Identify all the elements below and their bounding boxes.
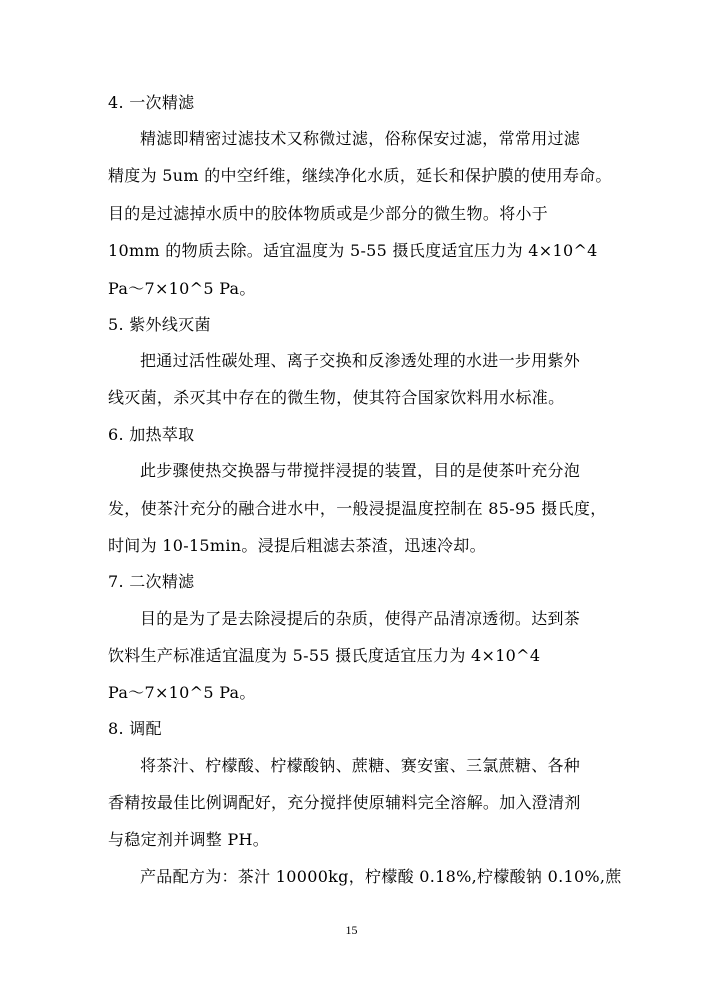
section-heading-6: 6. 加热萃取 <box>108 425 195 444</box>
paragraph-line: 香精按最佳比例调配好，充分搅拌使原辅料完全溶解。加入澄清剂 <box>108 793 581 812</box>
section-heading-7: 7. 二次精滤 <box>108 572 195 591</box>
paragraph-line: 饮料生产标准适宜温度为 5-55 摄氏度适宜压力为 4×10^4 <box>108 646 541 665</box>
paragraph-line: 与稳定剂并调整 PH。 <box>108 830 270 849</box>
paragraph-line: 目的是为了是去除浸提后的杂质，使得产品清凉透彻。达到茶 <box>140 609 581 628</box>
paragraph-line: Pa～7×10^5 Pa。 <box>108 683 256 702</box>
paragraph-line: 精滤即精密过滤技术又称微过滤，俗称保安过滤，常常用过滤 <box>140 129 581 148</box>
paragraph-line: 发，使茶汁充分的融合进水中，一般浸提温度控制在 85-95 摄氏度， <box>108 499 607 518</box>
paragraph-line: 将茶汁、柠檬酸、柠檬酸钠、蔗糖、赛安蜜、三氯蔗糖、各种 <box>140 756 581 775</box>
paragraph-line: 把通过活性碳处理、离子交换和反渗透处理的水进一步用紫外 <box>140 351 581 370</box>
section-heading-5: 5. 紫外线灭菌 <box>108 315 211 334</box>
page-number: 15 <box>345 923 358 937</box>
paragraph-line: 目的是过滤掉水质中的胶体物质或是少部分的微生物。将小于 <box>108 204 549 223</box>
paragraph-line: 产品配方为：茶汁 10000kg，柠檬酸 0.18%,柠檬酸钠 0.10%,蔗 <box>140 867 622 886</box>
paragraph-line: 时间为 10-15min。浸提后粗滤去茶渣，迅速冷却。 <box>108 536 486 555</box>
paragraph-line: 精度为 5um 的中空纤维，继续净化水质，延长和保护膜的使用寿命。 <box>108 166 612 185</box>
section-heading-4: 4. 一次精滤 <box>108 93 195 112</box>
paragraph-line: 此步骤使热交换器与带搅拌浸提的装置，目的是使茶叶充分泡 <box>140 461 581 480</box>
paragraph-line: Pa～7×10^5 Pa。 <box>108 279 256 298</box>
section-heading-8: 8. 调配 <box>108 719 162 738</box>
paragraph-line: 10mm 的物质去除。适宜温度为 5-55 摄氏度适宜压力为 4×10^4 <box>108 241 598 260</box>
paragraph-line: 线灭菌，杀灭其中存在的微生物，使其符合国家饮料用水标准。 <box>108 388 565 407</box>
